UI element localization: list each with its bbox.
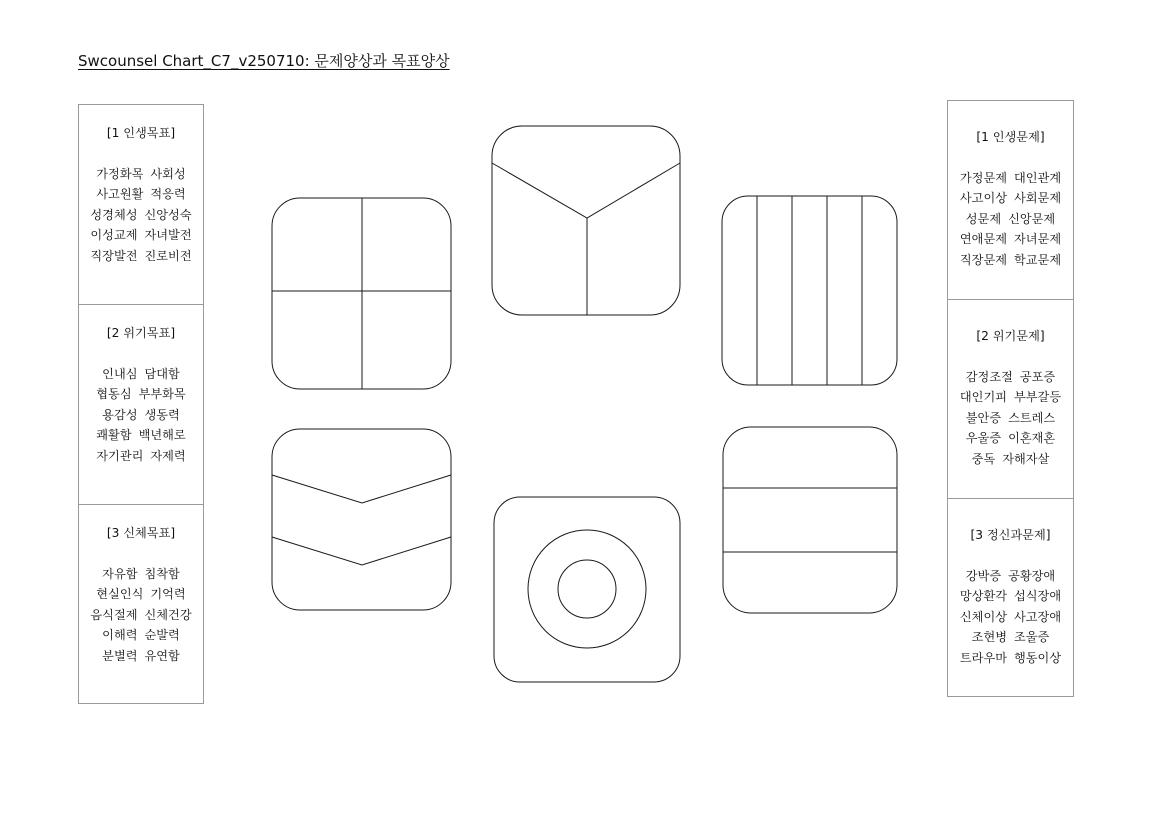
goal-item: 직장발전 [90, 248, 138, 263]
goal-item: 이성교제 [90, 228, 138, 242]
goal-item: 자유함 [102, 566, 138, 581]
problem-item: 망상환각 [959, 589, 1007, 603]
problem-item: 직장문제 [959, 252, 1007, 267]
goal-item: 음식절제 [90, 607, 138, 622]
section-title: [3 신체목표] [106, 526, 176, 540]
goal-item: 쾌활함 [96, 428, 132, 442]
y-split-shape-outline [492, 126, 680, 315]
problem-item: 신앙문제 [1008, 211, 1056, 226]
goal-item: 유연함 [144, 648, 180, 663]
problem-item: 강박증 [965, 568, 1002, 583]
goal-item: 용감성 [102, 407, 138, 422]
problem-item: 조현병 [971, 630, 1007, 644]
goal-item: 생동력 [144, 407, 180, 422]
goal-item: 담대함 [144, 366, 180, 381]
problem-item: 행동이상 [1014, 650, 1062, 665]
problem-item: 중독 [971, 451, 996, 466]
problem-item: 우울증 [965, 431, 1002, 445]
problem-item: 가정문제 [959, 170, 1007, 185]
horizontal-bands-shape [723, 427, 897, 613]
problem-item: 성문제 [965, 211, 1002, 226]
section-title: [1 인생목표] [106, 126, 176, 140]
problem-item: 감정조절 [965, 369, 1013, 384]
problem-item: 조울증 [1014, 630, 1050, 644]
problem-item: 공황장애 [1008, 568, 1056, 583]
problem-item: 대인기피 [959, 390, 1007, 404]
problem-item: 사고이상 [959, 191, 1007, 205]
section-title: [2 위기목표] [106, 326, 176, 340]
chevron-lower-line [272, 537, 451, 565]
concentric-circles-shape [494, 497, 680, 682]
goal-item: 진로비전 [144, 248, 192, 263]
goal-item: 적응력 [150, 187, 186, 201]
goal-item: 사고원활 [96, 187, 144, 201]
y-split-shape [492, 126, 680, 315]
y-split-v-lines [492, 163, 680, 218]
problem-item: 이혼재혼 [1008, 431, 1056, 445]
vertical-stripes-shape-outline [722, 196, 897, 385]
goal-item: 현실인식 [96, 587, 144, 601]
horizontal-bands-shape-outline [723, 427, 897, 613]
goal-item: 순발력 [144, 628, 180, 642]
vertical-stripes-shape [722, 196, 897, 385]
goal-item: 백년해로 [138, 428, 186, 442]
page-title: Swcounsel Chart_C7_v250710: 문제양상과 목표양상 [78, 52, 450, 70]
problem-item: 불안증 [965, 410, 1002, 425]
goal-item: 가정화목 [96, 166, 144, 181]
section-title: [3 정신과문제] [970, 528, 1051, 542]
goal-item: 협동심 [96, 387, 132, 401]
inner-ring [558, 560, 616, 618]
problem-item: 자녀문제 [1014, 232, 1062, 246]
section-title: [1 인생문제] [976, 130, 1045, 144]
problem-item: 스트레스 [1008, 410, 1056, 425]
problem-item: 트라우마 [959, 650, 1007, 665]
section-title: [2 위기문제] [976, 329, 1045, 343]
chevron-shape [272, 429, 451, 610]
problem-item: 공포증 [1019, 369, 1056, 384]
outer-ring [528, 530, 646, 648]
problem-item: 자해자살 [1002, 451, 1050, 466]
problem-item: 사고장애 [1014, 609, 1062, 624]
goal-item: 이해력 [102, 628, 138, 642]
quadrant-shape [272, 198, 451, 389]
problem-item: 학교문제 [1014, 252, 1062, 267]
problem-item: 사회문제 [1014, 191, 1062, 205]
goal-item: 부부화목 [138, 387, 186, 401]
problem-item: 섭식장애 [1014, 589, 1062, 603]
goal-item: 기억력 [150, 587, 186, 601]
goal-item: 분별력 [102, 648, 138, 663]
problem-item: 연애문제 [959, 232, 1007, 246]
goal-item: 신체건강 [144, 607, 192, 622]
goal-item: 침착함 [144, 566, 180, 581]
goal-item: 신앙성숙 [144, 207, 192, 222]
goal-item: 자기관리 [96, 448, 144, 463]
problem-item: 부부갈등 [1014, 390, 1062, 404]
goal-item: 인내심 [102, 366, 138, 381]
goal-item: 사회성 [150, 166, 186, 181]
chevron-upper-line [272, 475, 451, 503]
chevron-shape-outline [272, 429, 451, 610]
problem-item: 대인관계 [1014, 170, 1062, 185]
goal-item: 성경체성 [90, 207, 138, 222]
goal-item: 자제력 [150, 448, 186, 463]
concentric-shape-outline [494, 497, 680, 682]
goal-item: 자녀발전 [144, 228, 192, 242]
problem-item: 신체이상 [959, 609, 1007, 624]
